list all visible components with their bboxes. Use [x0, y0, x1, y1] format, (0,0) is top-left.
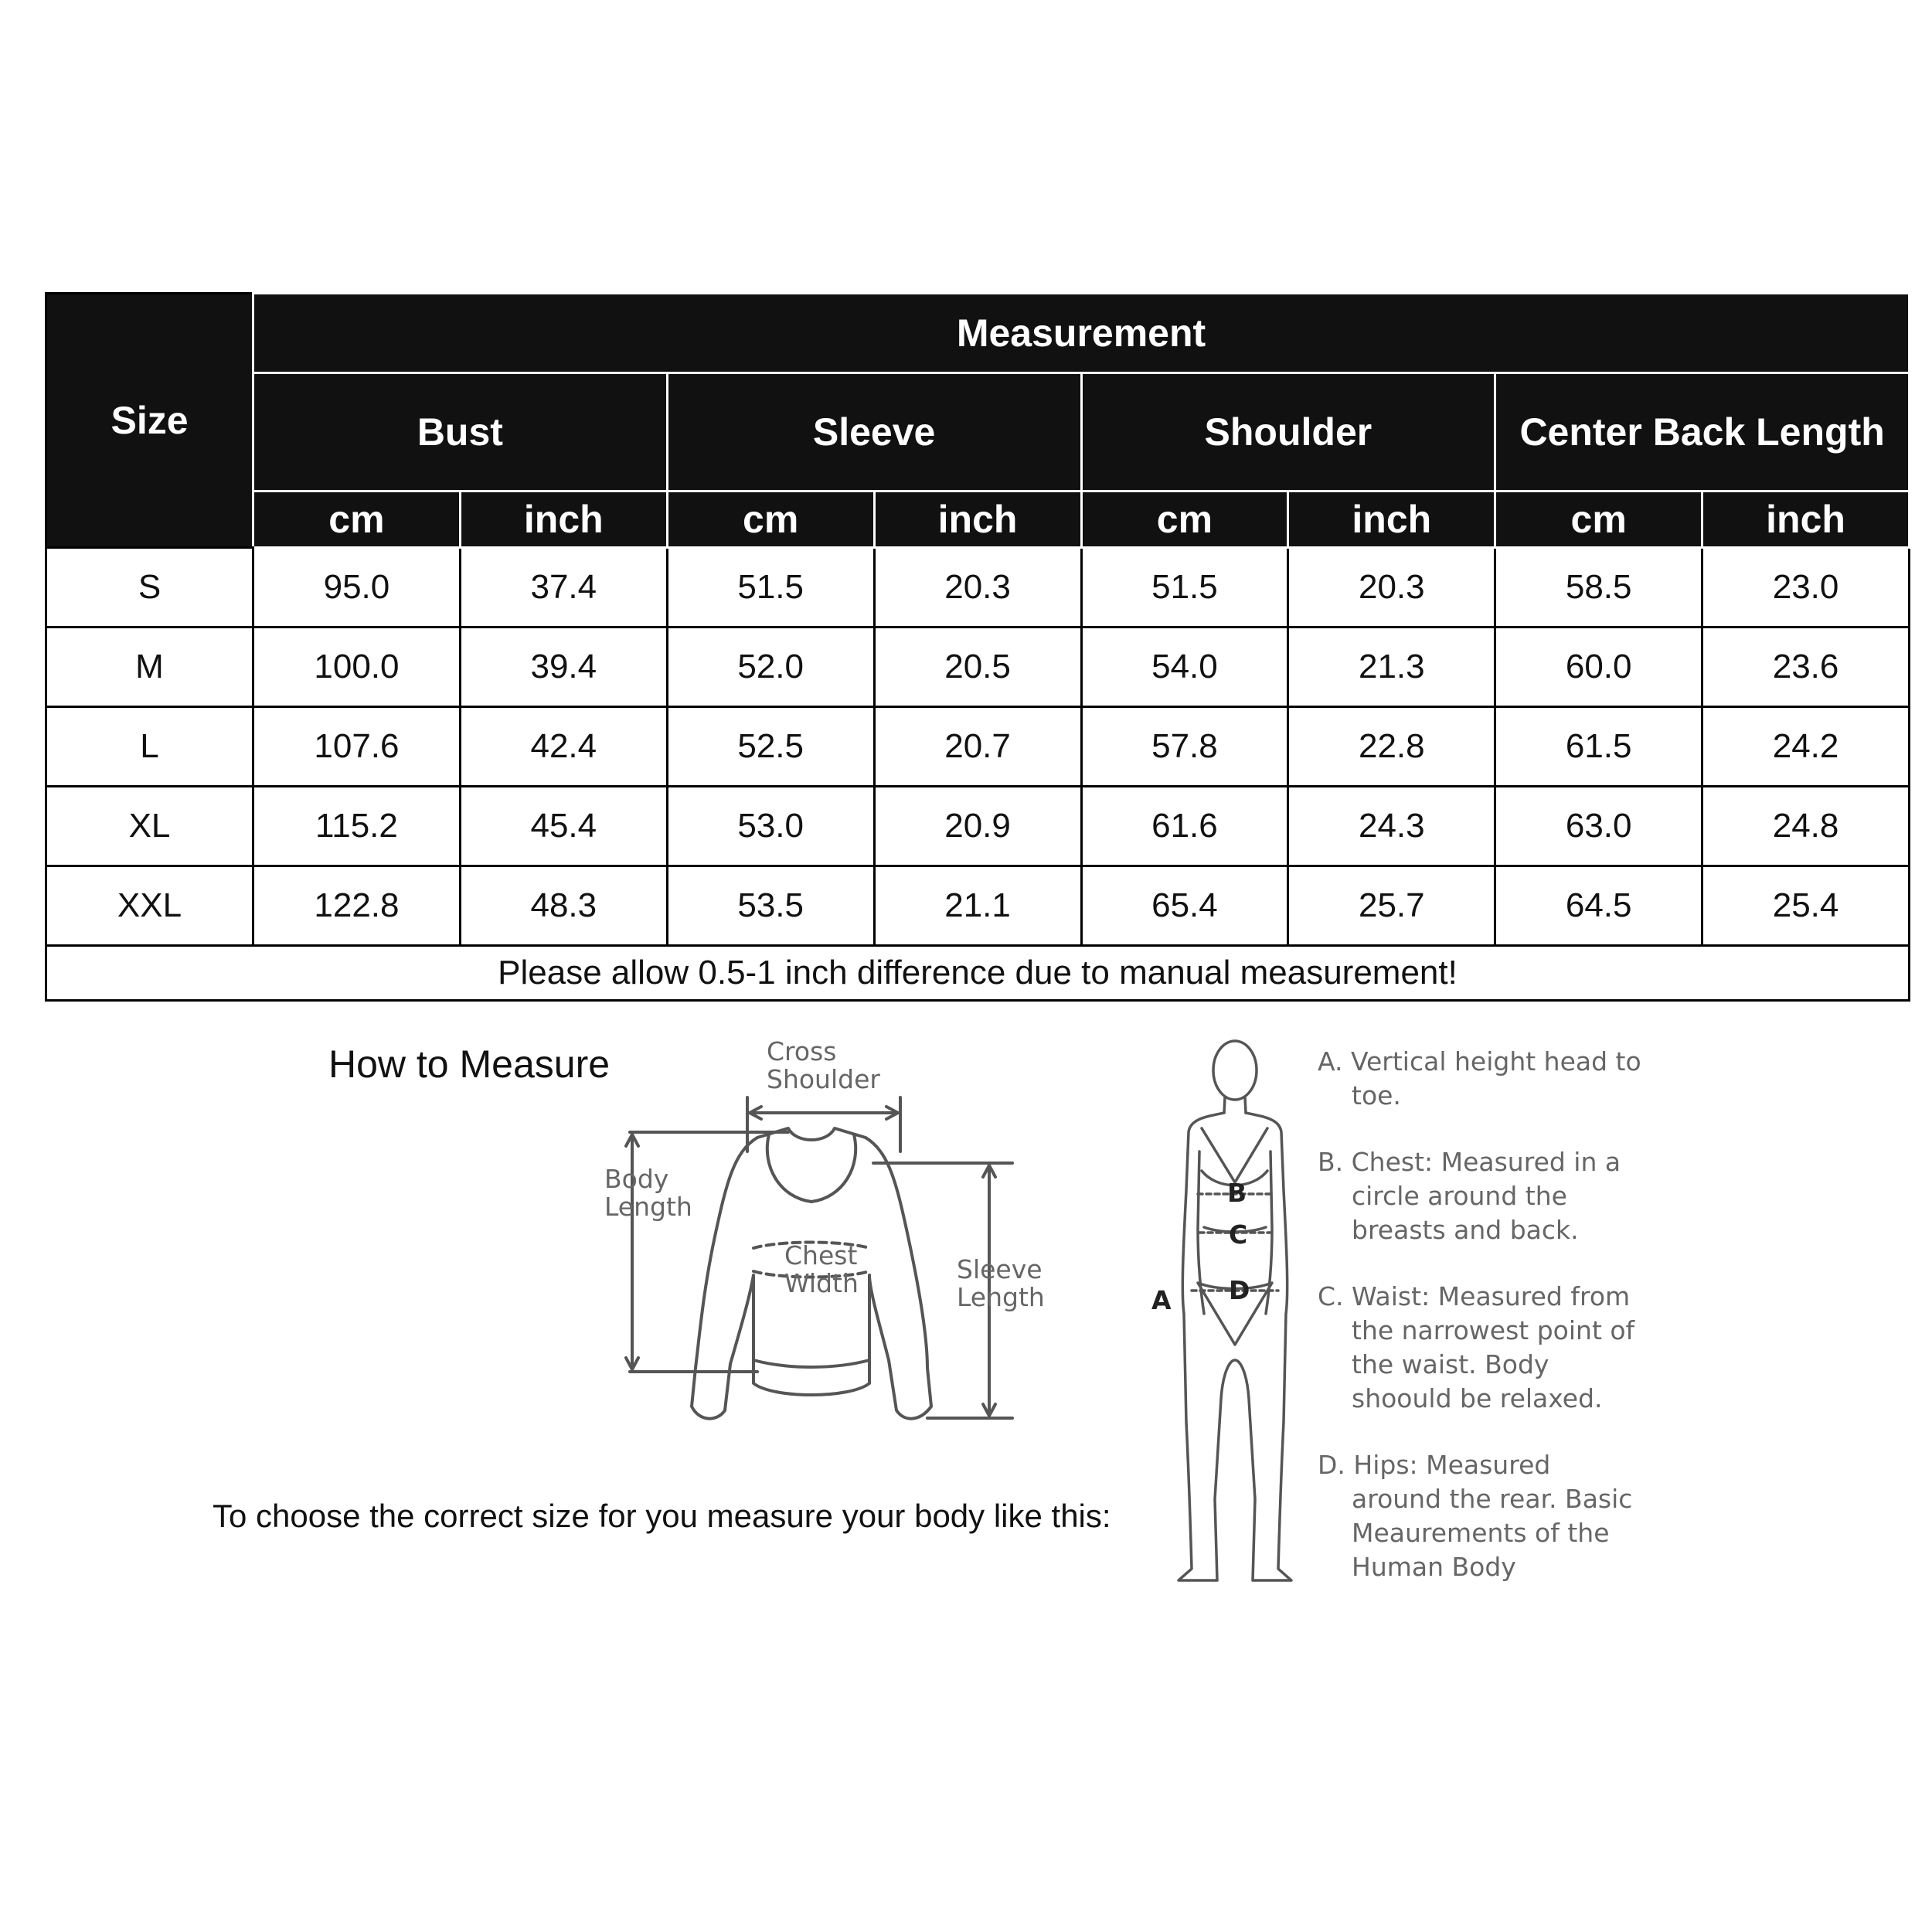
body-length-label: Body Length [604, 1164, 692, 1222]
table-cell: 21.3 [1288, 628, 1495, 707]
table-cell: 53.0 [667, 787, 874, 866]
group-header-shoulder: Shoulder [1081, 373, 1495, 492]
size-cell: XL [46, 787, 253, 866]
table-row [46, 548, 1910, 628]
group-header-center-back-length: Center Back Length [1495, 373, 1910, 492]
unit-header: inch [1702, 492, 1910, 548]
unit-header: inch [1288, 492, 1495, 548]
size-cell: M [46, 628, 253, 707]
table-cell: 25.4 [1702, 866, 1910, 946]
measurement-instructions [1318, 1045, 1642, 1617]
size-cell: L [46, 707, 253, 787]
size-column-header: Size [46, 294, 253, 548]
instruction-hips: D. Hips: Measured around the rear. Basic Meaurements of the Human Body [1318, 1450, 1633, 1582]
table-cell: 64.5 [1495, 866, 1702, 946]
instruction-waist: C. Waist: Measured from the narrowest point of the waist. Body shoould be relaxed. [1318, 1281, 1635, 1413]
instruction-height: A. Vertical height head to toe. [1318, 1046, 1641, 1111]
table-row [46, 628, 1910, 707]
table-cell: 52.0 [667, 628, 874, 707]
cross-shoulder-label: Cross Shoulder [767, 1036, 880, 1094]
table-cell: 107.6 [253, 707, 461, 787]
table-cell: 100.0 [253, 628, 461, 707]
table-cell: 39.4 [460, 628, 667, 707]
table-cell: 52.5 [667, 707, 874, 787]
table-cell: 53.5 [667, 866, 874, 946]
table-cell: 61.6 [1081, 787, 1288, 866]
table-cell: 61.5 [1495, 707, 1702, 787]
unit-header: cm [253, 492, 461, 548]
size-chart-table [45, 292, 1910, 1002]
table-cell: 24.2 [1702, 707, 1910, 787]
body-letter-d: D [1229, 1275, 1250, 1305]
body-letter-c: C [1229, 1219, 1248, 1250]
table-cell: 25.7 [1288, 866, 1495, 946]
table-cell: 20.9 [874, 787, 1081, 866]
size-cell: S [46, 548, 253, 628]
table-row [46, 866, 1910, 946]
table-cell: 37.4 [460, 548, 667, 628]
body-letter-b: B [1227, 1178, 1247, 1208]
table-cell: 115.2 [253, 787, 461, 866]
table-cell: 22.8 [1288, 707, 1495, 787]
table-cell: 21.1 [874, 866, 1081, 946]
table-cell: 65.4 [1081, 866, 1288, 946]
size-cell: XXL [46, 866, 253, 946]
table-cell: 20.7 [874, 707, 1081, 787]
unit-header: inch [460, 492, 667, 548]
table-cell: 20.5 [874, 628, 1081, 707]
table-cell: 51.5 [667, 548, 874, 628]
unit-header: cm [1495, 492, 1702, 548]
sleeve-length-label: Sleeve Length [957, 1254, 1045, 1312]
table-cell: 20.3 [874, 548, 1081, 628]
unit-header: cm [667, 492, 874, 548]
table-cell: 48.3 [460, 866, 667, 946]
table-row [46, 787, 1910, 866]
unit-header: inch [874, 492, 1081, 548]
table-cell: 60.0 [1495, 628, 1702, 707]
how-to-measure-title: How to Measure [328, 1043, 611, 1086]
chest-width-label: Chest Width [784, 1240, 859, 1298]
body-letter-a: A [1151, 1285, 1172, 1315]
table-row [46, 707, 1910, 787]
table-cell: 95.0 [253, 548, 461, 628]
table-cell: 57.8 [1081, 707, 1288, 787]
unit-header: cm [1081, 492, 1288, 548]
table-cell: 54.0 [1081, 628, 1288, 707]
body-figure-diagram [1144, 1036, 1314, 1607]
group-header-bust: Bust [253, 373, 668, 492]
measurement-header: Measurement [253, 294, 1910, 373]
choose-size-instruction: To choose the correct size for you measure your body like this: [213, 1498, 1111, 1534]
table-cell: 24.3 [1288, 787, 1495, 866]
table-cell: 24.8 [1702, 787, 1910, 866]
table-cell: 20.3 [1288, 548, 1495, 628]
group-header-sleeve: Sleeve [667, 373, 1081, 492]
table-cell: 63.0 [1495, 787, 1702, 866]
table-cell: 51.5 [1081, 548, 1288, 628]
table-cell: 58.5 [1495, 548, 1702, 628]
table-cell: 23.0 [1702, 548, 1910, 628]
instruction-chest: B. Chest: Measured in a circle around the breasts and back. [1318, 1147, 1621, 1245]
table-cell: 122.8 [253, 866, 461, 946]
table-cell: 23.6 [1702, 628, 1910, 707]
table-cell: 42.4 [460, 707, 667, 787]
table-cell: 45.4 [460, 787, 667, 866]
measurement-note: Please allow 0.5-1 inch difference due to manual measurement! [46, 946, 1910, 1001]
